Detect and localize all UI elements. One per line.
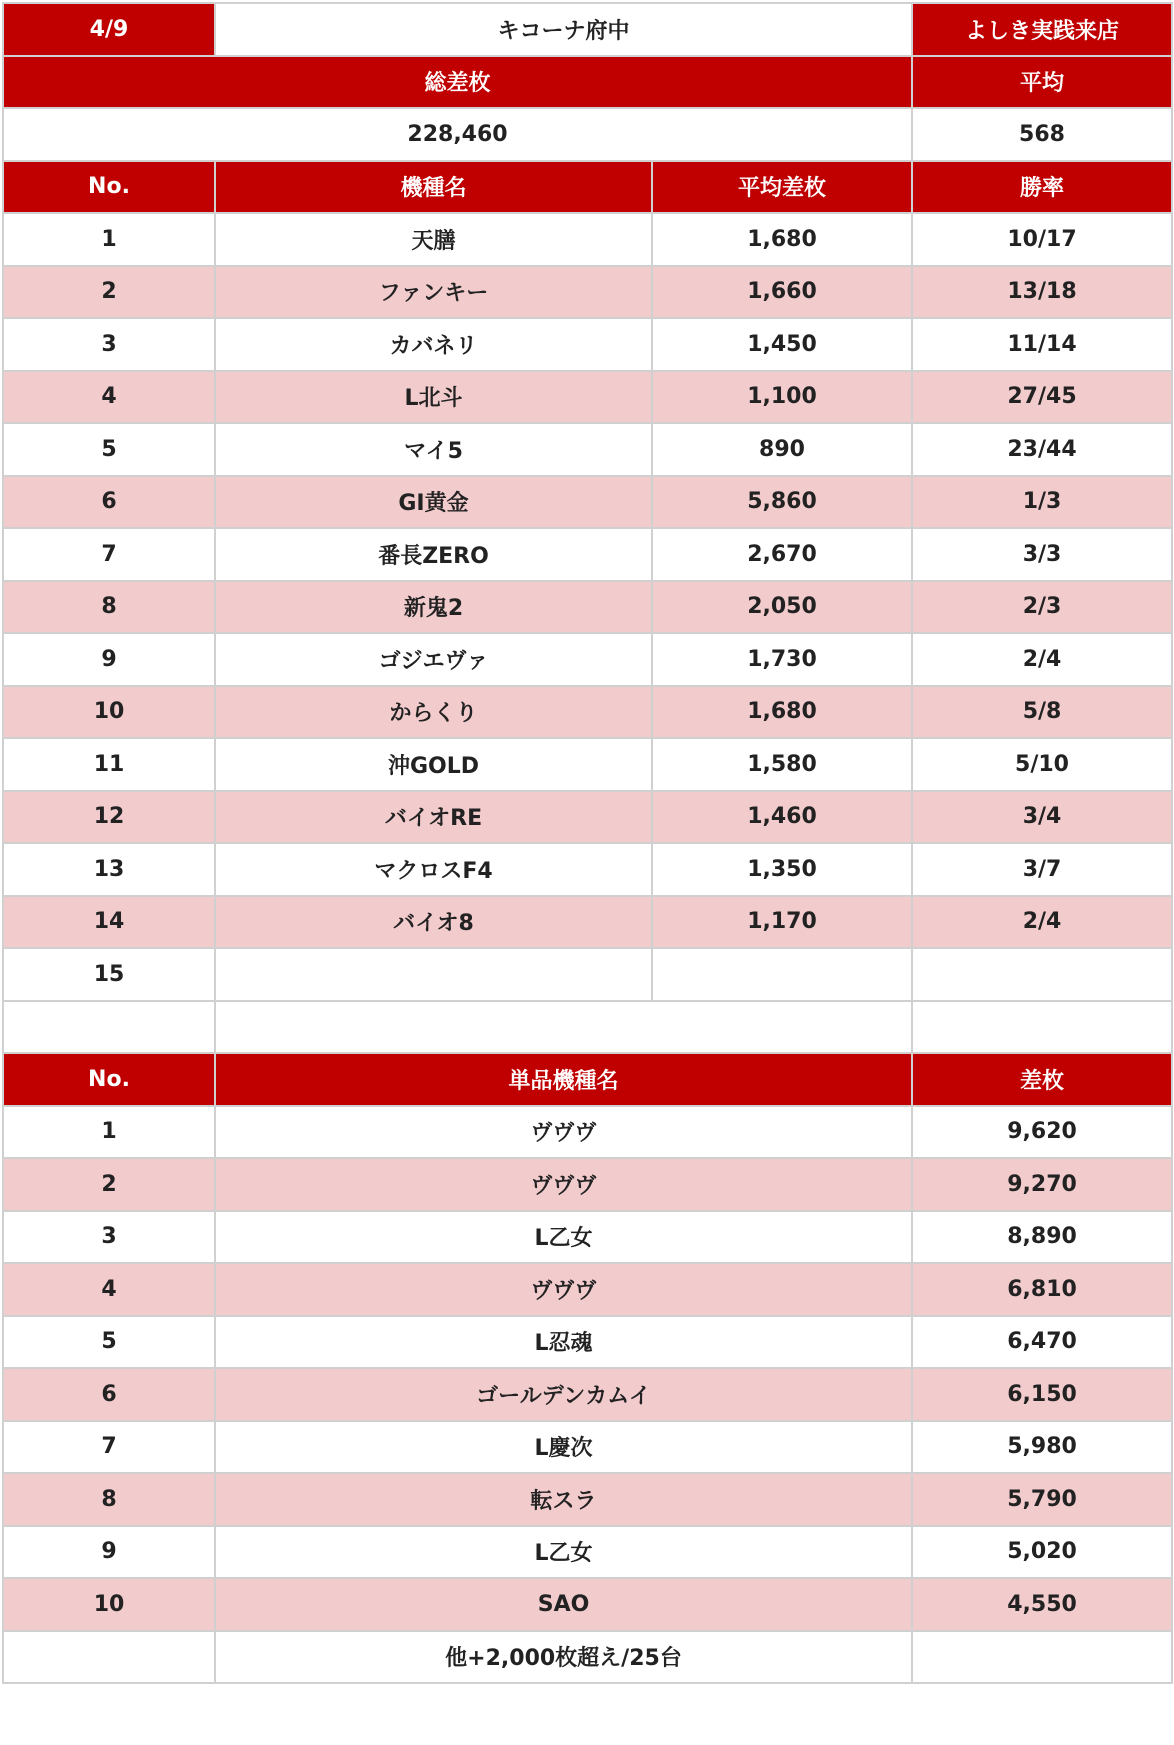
table-row: [3, 1263, 1172, 1316]
win-rate: 11/14: [912, 318, 1172, 371]
diff-value: 6,470: [912, 1316, 1172, 1369]
col-header-no: No.: [3, 1053, 215, 1106]
row-number: 11: [3, 738, 215, 791]
average-diff: [652, 948, 912, 1001]
col-header-single-model: 単品機種名: [215, 1053, 912, 1106]
average-diff: 2,670: [652, 528, 912, 581]
average-diff: 5,860: [652, 476, 912, 529]
date-cell: 4/9: [3, 3, 215, 56]
diff-value: 8,890: [912, 1211, 1172, 1264]
average-label: 平均: [912, 56, 1172, 109]
model-name: カバネリ: [215, 318, 652, 371]
row-number: 8: [3, 1473, 215, 1526]
models-header-row: [3, 161, 1172, 214]
row-number: 6: [3, 1368, 215, 1421]
average-diff: 1,450: [652, 318, 912, 371]
singles-header-row: [3, 1053, 1172, 1106]
model-name: マイ5: [215, 423, 652, 476]
row-number: 15: [3, 948, 215, 1001]
win-rate: 13/18: [912, 266, 1172, 319]
table-row: [3, 1473, 1172, 1526]
row-number: 8: [3, 581, 215, 634]
table-row: [3, 528, 1172, 581]
average-diff: 1,350: [652, 843, 912, 896]
row-number: 2: [3, 1158, 215, 1211]
win-rate: 3/4: [912, 791, 1172, 844]
single-model-name: L乙女: [215, 1211, 912, 1264]
table-row: [3, 581, 1172, 634]
table-row: [3, 948, 1172, 1001]
row-number: 5: [3, 423, 215, 476]
row-number: 1: [3, 213, 215, 266]
row-number: 4: [3, 1263, 215, 1316]
row-number: 14: [3, 896, 215, 949]
win-rate: 2/4: [912, 633, 1172, 686]
row-number: 1: [3, 1106, 215, 1159]
col-header-win-rate: 勝率: [912, 161, 1172, 214]
table-row: [3, 1158, 1172, 1211]
average-diff: 1,660: [652, 266, 912, 319]
diff-value: 5,980: [912, 1421, 1172, 1474]
table-row: [3, 791, 1172, 844]
table-row: [3, 843, 1172, 896]
diff-value: 6,150: [912, 1368, 1172, 1421]
table-row: [3, 1106, 1172, 1159]
footer-cell: [912, 1631, 1172, 1684]
row-number: 9: [3, 1526, 215, 1579]
spacer-row: [3, 1001, 1172, 1054]
average-diff: 1,170: [652, 896, 912, 949]
model-name: マクロスF4: [215, 843, 652, 896]
average-diff: 1,460: [652, 791, 912, 844]
header-row: [3, 3, 1172, 56]
results-grid: [2, 2, 1171, 1684]
col-header-model: 機種名: [215, 161, 652, 214]
model-name: 沖GOLD: [215, 738, 652, 791]
single-model-name: ヴヴヴ: [215, 1106, 912, 1159]
singles-table-body: [3, 1106, 1172, 1631]
win-rate: 5/8: [912, 686, 1172, 739]
spacer-cell: [3, 1001, 215, 1054]
average-diff: 1,730: [652, 633, 912, 686]
model-name: 天膳: [215, 213, 652, 266]
single-model-name: ヴヴヴ: [215, 1263, 912, 1316]
average-diff: 890: [652, 423, 912, 476]
win-rate: 1/3: [912, 476, 1172, 529]
table-row: [3, 1526, 1172, 1579]
win-rate: [912, 948, 1172, 1001]
diff-value: 6,810: [912, 1263, 1172, 1316]
single-model-name: SAO: [215, 1578, 912, 1631]
row-number: 4: [3, 371, 215, 424]
table-row: [3, 686, 1172, 739]
single-model-name: L慶次: [215, 1421, 912, 1474]
table-row: [3, 1316, 1172, 1369]
model-name: L北斗: [215, 371, 652, 424]
average-diff: 2,050: [652, 581, 912, 634]
model-name: バイオ8: [215, 896, 652, 949]
spacer-cell: [912, 1001, 1172, 1054]
row-number: 3: [3, 1211, 215, 1264]
row-number: 10: [3, 1578, 215, 1631]
win-rate: 2/4: [912, 896, 1172, 949]
table-row: [3, 476, 1172, 529]
average-diff: 1,100: [652, 371, 912, 424]
win-rate: 10/17: [912, 213, 1172, 266]
row-number: 10: [3, 686, 215, 739]
single-model-name: 転スラ: [215, 1473, 912, 1526]
col-header-diff: 差枚: [912, 1053, 1172, 1106]
table-row: [3, 266, 1172, 319]
models-table-body: [3, 213, 1172, 1001]
row-number: 3: [3, 318, 215, 371]
row-number: 13: [3, 843, 215, 896]
table-row: [3, 1421, 1172, 1474]
row-number: 7: [3, 1421, 215, 1474]
single-model-name: L忍魂: [215, 1316, 912, 1369]
table-row: [3, 318, 1172, 371]
table-row: [3, 1578, 1172, 1631]
row-number: 5: [3, 1316, 215, 1369]
row-number: 9: [3, 633, 215, 686]
model-name: GI黄金: [215, 476, 652, 529]
col-header-no: No.: [3, 161, 215, 214]
table-row: [3, 371, 1172, 424]
table-row: [3, 213, 1172, 266]
footer-note: 他+2,000枚超え/25台: [215, 1631, 912, 1684]
diff-value: 5,790: [912, 1473, 1172, 1526]
win-rate: 2/3: [912, 581, 1172, 634]
table-row: [3, 423, 1172, 476]
win-rate: 23/44: [912, 423, 1172, 476]
win-rate: 3/3: [912, 528, 1172, 581]
footer-cell: [3, 1631, 215, 1684]
table-row: [3, 633, 1172, 686]
store-name: キコーナ府中: [215, 3, 912, 56]
model-name: ファンキー: [215, 266, 652, 319]
row-number: 12: [3, 791, 215, 844]
table-row: [3, 896, 1172, 949]
diff-value: 9,270: [912, 1158, 1172, 1211]
average-diff: 1,680: [652, 686, 912, 739]
single-model-name: ゴールデンカムイ: [215, 1368, 912, 1421]
spacer-cell: [215, 1001, 912, 1054]
single-model-name: L乙女: [215, 1526, 912, 1579]
summary-header-row: [3, 56, 1172, 109]
row-number: 7: [3, 528, 215, 581]
model-name: [215, 948, 652, 1001]
table-row: [3, 1211, 1172, 1264]
single-model-name: ヴヴヴ: [215, 1158, 912, 1211]
footer-row: [3, 1631, 1172, 1684]
results-table: [2, 2, 1173, 1684]
model-name: 新鬼2: [215, 581, 652, 634]
average-diff: 1,680: [652, 213, 912, 266]
total-diff-value: 228,460: [3, 108, 912, 161]
table-row: [3, 1368, 1172, 1421]
diff-value: 9,620: [912, 1106, 1172, 1159]
table-row: [3, 738, 1172, 791]
win-rate: 27/45: [912, 371, 1172, 424]
row-number: 2: [3, 266, 215, 319]
model-name: 番長ZERO: [215, 528, 652, 581]
diff-value: 4,550: [912, 1578, 1172, 1631]
col-header-avg-diff: 平均差枚: [652, 161, 912, 214]
model-name: からくり: [215, 686, 652, 739]
total-diff-label: 総差枚: [3, 56, 912, 109]
row-number: 6: [3, 476, 215, 529]
win-rate: 3/7: [912, 843, 1172, 896]
diff-value: 5,020: [912, 1526, 1172, 1579]
summary-value-row: [3, 108, 1172, 161]
model-name: ゴジエヴァ: [215, 633, 652, 686]
event-name: よしき実践来店: [912, 3, 1172, 56]
average-value: 568: [912, 108, 1172, 161]
win-rate: 5/10: [912, 738, 1172, 791]
model-name: バイオRE: [215, 791, 652, 844]
average-diff: 1,580: [652, 738, 912, 791]
